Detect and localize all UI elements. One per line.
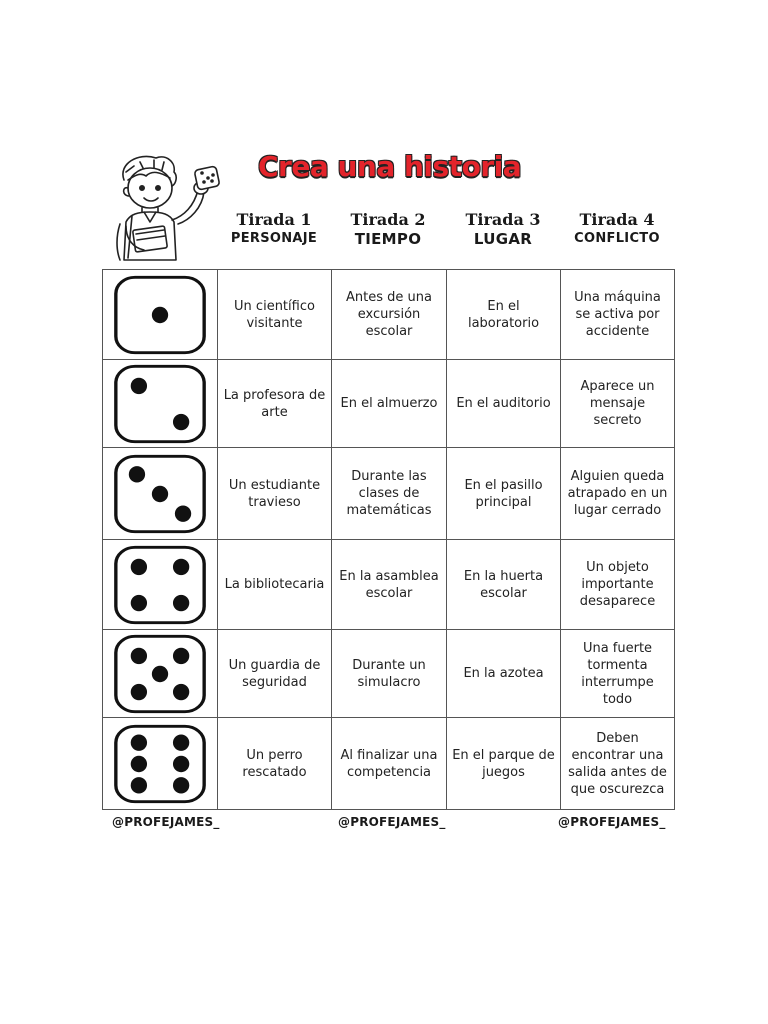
story-option-cell: Antes de una excursión escolar [332, 270, 447, 360]
header-tirada-4 [560, 210, 674, 248]
header-roll-label: Tirada 1 [236, 210, 312, 229]
story-option-cell: Un objeto importante desaparece [561, 540, 675, 630]
story-option-cell: En el auditorio [447, 360, 561, 448]
die-pip [131, 594, 147, 610]
die-pip [131, 558, 147, 574]
story-option-cell: En el pasillo principal [447, 448, 561, 540]
story-option-cell: Deben encontrar una salida antes de que oscurezca [561, 718, 675, 810]
story-option-cell: Un científico visitante [218, 270, 332, 360]
page-title: Crea una historia [258, 150, 522, 183]
die-pip [131, 755, 147, 771]
footer-handle-right: @PROFEJAMES_ [558, 815, 666, 829]
table-row [103, 270, 675, 360]
story-option-cell: En el almuerzo [332, 360, 447, 448]
die-face-3-icon [112, 453, 208, 535]
die-face-6-icon [112, 723, 208, 805]
story-option-cell: Un estudiante travieso [218, 448, 332, 540]
die-pip [131, 377, 147, 393]
die-cell [103, 360, 218, 448]
header-category: TIEMPO [354, 230, 422, 248]
story-option-cell: En el laboratorio [447, 270, 561, 360]
header-tirada-2 [331, 210, 445, 248]
die-pip [131, 734, 147, 750]
die-cell [103, 270, 218, 360]
die-face-4-icon [112, 544, 208, 626]
footer-handle-center: @PROFEJAMES_ [338, 815, 446, 829]
story-option-cell: La profesora de arte [218, 360, 332, 448]
die-pip [173, 777, 189, 793]
story-option-cell: En el parque de juegos [447, 718, 561, 810]
story-option-cell: Durante las clases de matemáticas [332, 448, 447, 540]
die-face-1-icon [112, 274, 208, 356]
table-row [103, 540, 675, 630]
die-cell [103, 718, 218, 810]
header-category: PERSONAJE [230, 231, 318, 246]
die-pip [131, 647, 147, 663]
table-row [103, 630, 675, 718]
die-pip [173, 755, 189, 771]
die-pip [152, 306, 168, 322]
header-roll-label: Tirada 4 [579, 210, 655, 229]
story-option-cell: En la asamblea escolar [332, 540, 447, 630]
die-cell [103, 630, 218, 718]
kid-holding-die-illustration [104, 150, 226, 268]
die-pip [173, 734, 189, 750]
die-pip [173, 647, 189, 663]
die-pip [173, 413, 189, 429]
story-option-cell: Un perro rescatado [218, 718, 332, 810]
die-pip [152, 485, 168, 501]
story-option-cell: En la huerta escolar [447, 540, 561, 630]
story-option-cell: La bibliotecaria [218, 540, 332, 630]
die-pip [173, 683, 189, 699]
die-pip [131, 683, 147, 699]
header-category: CONFLICTO [574, 231, 660, 246]
die-face-2-icon [112, 363, 208, 445]
die-pip [173, 594, 189, 610]
die-pip [173, 558, 189, 574]
die-cell [103, 540, 218, 630]
story-option-cell: Una fuerte tormenta interrumpe todo [561, 630, 675, 718]
die-pip [131, 777, 147, 793]
table-row [103, 718, 675, 810]
header-tirada-1 [217, 210, 331, 248]
die-pip [152, 665, 168, 681]
die-pip [175, 505, 191, 521]
die-pip [129, 466, 145, 482]
table-row [103, 448, 675, 540]
header-roll-label: Tirada 2 [350, 210, 426, 229]
header-category: LUGAR [473, 230, 533, 248]
story-option-cell: En la azotea [447, 630, 561, 718]
story-option-cell: Aparece un mensaje secreto [561, 360, 675, 448]
story-option-cell: Un guardia de seguridad [218, 630, 332, 718]
header-tirada-3 [446, 210, 560, 248]
story-table [102, 269, 675, 810]
die-cell [103, 448, 218, 540]
die-face-5-icon [112, 633, 208, 715]
table-row [103, 360, 675, 448]
footer-handle-left: @PROFEJAMES_ [112, 815, 220, 829]
header-roll-label: Tirada 3 [465, 210, 541, 229]
story-option-cell: Durante un simulacro [332, 630, 447, 718]
story-option-cell: Una máquina se activa por accidente [561, 270, 675, 360]
story-option-cell: Al finalizar una competencia [332, 718, 447, 810]
story-option-cell: Alguien queda atrapado en un lugar cerrado [561, 448, 675, 540]
